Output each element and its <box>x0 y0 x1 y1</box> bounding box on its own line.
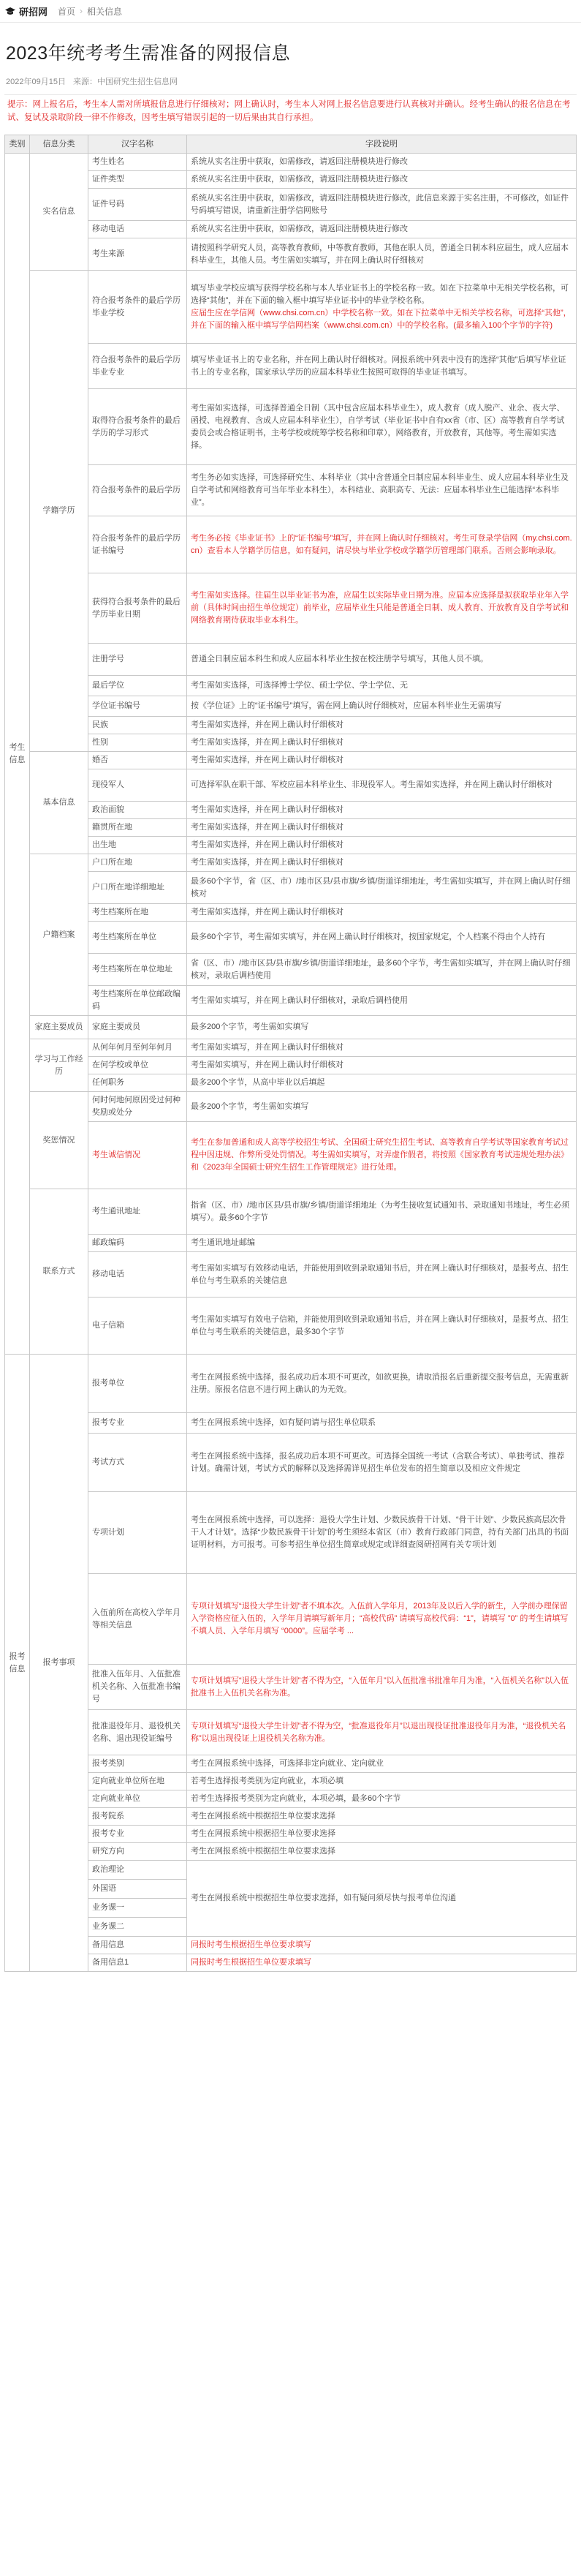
field-name: 符合报考条件的最后学历 <box>88 465 187 516</box>
field-desc: 最多200个字节，考生需如实填写 <box>187 1016 577 1039</box>
field-name: 邮政编码 <box>88 1235 187 1252</box>
table-row <box>5 1826 577 1843</box>
table-row <box>5 1574 577 1665</box>
field-desc: 考生需如实选择，并在网上确认时仔细核对 <box>187 734 577 752</box>
table-row <box>5 819 577 837</box>
field-name: 电子信箱 <box>88 1298 187 1355</box>
field-desc: 系统从实名注册中获取，如需修改，请返回注册模块进行修改 <box>187 154 577 171</box>
table-row <box>5 769 577 802</box>
field-name: 批准入伍年月、入伍批准机关名称、入伍批准书编号 <box>88 1665 187 1710</box>
field-name: 学位证书编号 <box>88 696 187 717</box>
field-desc: 若考生选择报考类别为定向就业，本项必填，最多60个字节 <box>187 1790 577 1808</box>
field-desc: 考生需如实选择，并在网上确认时仔细核对 <box>187 802 577 819</box>
table-row <box>5 1039 577 1057</box>
field-name: 何时何地何原因受过何种奖励或处分 <box>88 1092 187 1122</box>
table-row <box>5 922 577 954</box>
table-row <box>5 1252 577 1298</box>
field-desc: 考生需如实选择，并在网上确认时仔细核对 <box>187 752 577 769</box>
table-row <box>5 1954 577 1972</box>
table-row <box>5 1861 577 1880</box>
group-contact: 联系方式 <box>30 1189 88 1355</box>
field-name: 报考单位 <box>88 1355 187 1413</box>
table-row <box>5 1710 577 1755</box>
group-study: 学籍学历 <box>30 271 88 752</box>
field-desc: 按《学位证》上的“证书编号”填写，需在网上确认时仔细核对，应届本科毕业生无需填写 <box>187 696 577 717</box>
field-name: 籍贯所在地 <box>88 819 187 837</box>
field-desc: 考生需如实选择，可选择博士学位、硕士学位、学士学位、无 <box>187 676 577 696</box>
table-row <box>5 154 577 171</box>
table-row <box>5 1773 577 1790</box>
field-desc: 请按照科学研究人员，高等教育教师，中等教育教师，其他在职人员，普通全日制本科应届生，成人应届本科毕业生，其他人员。考生需如实填写，并在网上确认时仔细核对 <box>187 238 577 271</box>
field-name: 备用信息 <box>88 1937 187 1954</box>
field-name: 最后学位 <box>88 676 187 696</box>
article-source: 来源：中国研究生招生信息网 <box>72 78 178 86</box>
table-row <box>5 1843 577 1861</box>
breadcrumb-home[interactable]: 首页 <box>58 6 76 17</box>
breadcrumb-related-info[interactable]: 相关信息 <box>87 6 123 17</box>
header-field-desc: 字段说明 <box>187 135 577 154</box>
header-field-name: 汉字名称 <box>88 135 187 154</box>
field-name: 移动电话 <box>88 221 187 238</box>
group-reward: 奖惩情况 <box>30 1092 88 1189</box>
field-desc: 指省（区、市）/地市区县/县市旗/乡镇/街道详细地址（为考生接收复试通知书、录取通知书地址，考生必须填写）。最多60个字节 <box>187 1189 577 1235</box>
article-meta <box>6 75 577 87</box>
field-desc: 考生需如实选择。往届生以毕业证书为准，应届生以实际毕业日期为准。应届本应选择是拟获取毕业年入学前（具体时间由招生单位规定）前毕业，应届毕业生只能是普通全日制、成人教育、开放教育及自学考试和网络教育期待获取毕业本科生。 <box>187 573 577 644</box>
field-name: 考生来源 <box>88 238 187 271</box>
field-name: 外国语 <box>88 1880 187 1899</box>
table-row <box>5 954 577 986</box>
logo-text: 研招网 <box>19 6 48 18</box>
field-desc: 考生在网报系统中选择，可选择非定向就业、定向就业 <box>187 1755 577 1773</box>
field-desc: 若考生选择报考类别为定向就业，本项必填 <box>187 1773 577 1790</box>
field-desc: 考生在网报系统中根据招生单位要求选择 <box>187 1826 577 1843</box>
field-desc: 普通全日制应届本科生和成人应届本科毕业生按在校注册学号填写，其他人员不填。 <box>187 644 577 676</box>
field-desc: 考生需如实选择，并在网上确认时仔细核对 <box>187 904 577 922</box>
table-row <box>5 644 577 676</box>
field-desc: 考生需如实选择，并在网上确认时仔细核对 <box>187 819 577 837</box>
field-desc: 考生在网报系统中根据招生单位要求选择 <box>187 1808 577 1826</box>
field-desc: 同报时考生根据招生单位要求填写 <box>187 1937 577 1954</box>
table-row <box>5 221 577 238</box>
field-desc: 填写毕业证书上的专业名称，并在网上确认时仔细核对。网报系统中列表中没有的选择“其他”后填写毕业证书上的专业名称，国家承认学历的应届本科毕业生按照可取得的毕业证书填写。 <box>187 344 577 389</box>
table-row <box>5 389 577 465</box>
field-desc: 最多200个字节，从高中毕业以后填起 <box>187 1074 577 1092</box>
field-desc: 考生在网报系统中选择，如有疑问请与招生单位联系 <box>187 1413 577 1434</box>
table-row <box>5 344 577 389</box>
field-desc: 可选择军队在职干部、军校应届本科毕业生、非现役军人。考生需如实选择，并在网上确认时仔细核对 <box>187 769 577 802</box>
site-logo[interactable] <box>4 4 48 18</box>
table-row <box>5 516 577 573</box>
field-name: 任何职务 <box>88 1074 187 1092</box>
field-name: 户口所在地 <box>88 854 187 872</box>
table-row <box>5 1492 577 1574</box>
table-row <box>5 1937 577 1954</box>
table-row <box>5 1016 577 1039</box>
info-table <box>4 135 577 1972</box>
field-name: 考生档案所在单位邮政编码 <box>88 986 187 1016</box>
field-name: 考生诚信情况 <box>88 1122 187 1189</box>
graduation-cap-icon <box>4 5 16 17</box>
field-name: 考生档案所在地 <box>88 904 187 922</box>
field-desc: 考生在参加普通和成人高等学校招生考试、全国硕士研究生招生考试、高等教育自学考试等国家教育考试过程中因违规、作弊所受处罚情况。考生需如实填写，对弄虚作假者，将按照《国家教育考试违规处理办法》和《2023年全国硕士研究生招生工作管理规定》进行处理。 <box>187 1122 577 1189</box>
field-name: 批准退役年月、退役机关名称、退出现役证编号 <box>88 1710 187 1755</box>
field-desc: 系统从实名注册中获取，如需修改，请返回注册模块进行修改 <box>187 171 577 189</box>
field-desc: 考生需如实填写，并在网上确认时仔细核对，录取后调档使用 <box>187 986 577 1016</box>
field-name: 注册学号 <box>88 644 187 676</box>
field-desc: 考生务必按《毕业证书》上的“证书编号”填写，并在网上确认时仔细核对。考生可登录学信网（my.chsi.com.cn）查看本人学籍学历信息，如有疑问，请尽快与毕业学校或学籍学历管理部门联系。否则会影响录取。 <box>187 516 577 573</box>
table-row <box>5 1122 577 1189</box>
field-name: 报考专业 <box>88 1413 187 1434</box>
field-desc: 考生在网报系统中根据招生单位要求选择，如有疑问须尽快与报考单位沟通 <box>187 1861 577 1937</box>
table-row <box>5 1755 577 1773</box>
table-header-row <box>5 135 577 154</box>
breadcrumb <box>58 5 122 18</box>
field-name: 业务课一 <box>88 1899 187 1918</box>
field-desc: 专项计划填写“退役大学生计划”者不得为空，“入伍年月”以入伍批准书批准年月为准，“入伍机关名称”以入伍批准书上入伍机关名称为准。 <box>187 1665 577 1710</box>
field-name: 从何年何月至何年何月 <box>88 1039 187 1057</box>
table-row <box>5 1808 577 1826</box>
page-title: 2023年统考考生需准备的网报信息 <box>6 43 291 64</box>
field-desc: 考生需如实选择，并在网上确认时仔细核对 <box>187 854 577 872</box>
table-row <box>5 238 577 271</box>
table-row <box>5 1434 577 1492</box>
group-resume: 学习与工作经历 <box>30 1039 88 1092</box>
table-row <box>5 1355 577 1413</box>
field-desc: 考生需如实填写，并在网上确认时仔细核对 <box>187 1057 577 1074</box>
field-desc: 系统从实名注册中获取，如需修改，请返回注册模块进行修改 <box>187 221 577 238</box>
field-name: 定向就业单位 <box>88 1790 187 1808</box>
field-name: 符合报考条件的最后学历毕业学校 <box>88 271 187 344</box>
table-row <box>5 1092 577 1122</box>
field-name: 政治理论 <box>88 1861 187 1880</box>
field-name: 专项计划 <box>88 1492 187 1574</box>
table-row <box>5 872 577 904</box>
field-name: 在何学校或单位 <box>88 1057 187 1074</box>
field-name: 考试方式 <box>88 1434 187 1492</box>
field-name: 业务课二 <box>88 1918 187 1937</box>
table-row <box>5 676 577 696</box>
field-name: 备用信息1 <box>88 1954 187 1972</box>
table-row <box>5 717 577 734</box>
table-row <box>5 1189 577 1235</box>
top-bar <box>0 0 581 23</box>
field-name: 考生姓名 <box>88 154 187 171</box>
field-name: 符合报考条件的最后学历毕业专业 <box>88 344 187 389</box>
field-desc: 最多200个字节，考生需如实填写 <box>187 1092 577 1122</box>
table-row <box>5 854 577 872</box>
group-apply: 报考事项 <box>30 1355 88 1972</box>
table-row <box>5 465 577 516</box>
field-desc: 考生通讯地址邮编 <box>187 1235 577 1252</box>
table-row <box>5 986 577 1016</box>
table-row <box>5 1298 577 1355</box>
field-name: 入伍前所在高校入学年月等相关信息 <box>88 1574 187 1665</box>
breadcrumb-separator: › <box>80 6 83 16</box>
group-basic: 基本信息 <box>30 752 88 854</box>
field-name: 婚否 <box>88 752 187 769</box>
field-name: 户口所在地详细地址 <box>88 872 187 904</box>
field-name: 出生地 <box>88 837 187 854</box>
category-report: 报考信息 <box>5 1355 30 1972</box>
field-name: 获得符合报考条件的最后学历毕业日期 <box>88 573 187 644</box>
header-category: 类别 <box>5 135 30 154</box>
field-name: 报考院系 <box>88 1808 187 1826</box>
field-desc: 考生需如实选择，并在网上确认时仔细核对 <box>187 717 577 734</box>
field-desc: 系统从实名注册中获取，如需修改，请返回注册模块进行修改，此信息来源于实名注册，不可修改，如证件号码填写错误，请重新注册学信网账号 <box>187 189 577 221</box>
field-name: 报考专业 <box>88 1826 187 1843</box>
group-real: 实名信息 <box>30 154 88 271</box>
field-name: 性别 <box>88 734 187 752</box>
field-desc: 考生在网报系统中选择，报名成功后本项不可更改。可选择全国统一考试（含联合考试）、单独考试、推荐计划。确需计划，考试方式的解释以及选择需详见招生单位发布的招生简章以及相应文件规定 <box>187 1434 577 1492</box>
field-desc: 同报时考生根据招生单位要求填写 <box>187 1954 577 1972</box>
table-row <box>5 752 577 769</box>
table-row <box>5 904 577 922</box>
table-row <box>5 802 577 819</box>
field-name: 证件类型 <box>88 171 187 189</box>
table-row <box>5 1665 577 1710</box>
table-row <box>5 734 577 752</box>
table-row <box>5 837 577 854</box>
field-desc: 专项计划填写“退役大学生计划”者不填本次。入伍前入学年月，2013年及以后入学的新生，入学前办理保留入学资格应征入伍的，入学年月请填写新年月；“高校代码” 请填写高校代码：“1”，请填写 ”0” 的考生请填写不填人员、入学年月填写 “0000”。应届学考 ... <box>187 1574 577 1665</box>
field-name: 考生通讯地址 <box>88 1189 187 1235</box>
table-row <box>5 1057 577 1074</box>
field-desc: 考生需如实填写有效移动电话，并能使用到收到录取通知书后，并在网上确认时仔细核对，是报考点、招生单位与考生联系的关键信息 <box>187 1252 577 1298</box>
field-name: 符合报考条件的最后学历证书编号 <box>88 516 187 573</box>
field-desc: 考生在网报系统中选择，报名成功后本项不可更改，如欲更换，请取消报名后重新提交报考信息，无需重新注册。原报名信息不进行网上确认的为无效。 <box>187 1355 577 1413</box>
field-desc: 考生在网报系统中根据招生单位要求选择 <box>187 1843 577 1861</box>
group-family: 家庭主要成员 <box>30 1016 88 1039</box>
category-examinee: 考生信息 <box>5 154 30 1355</box>
field-desc: 省（区、市）/地市区县/县市旗/乡镇/街道详细地址，最多60个字节，考生需如实填写，并在网上确认时仔细核对，录取后调档使用 <box>187 954 577 986</box>
table-row <box>5 573 577 644</box>
field-desc: 考生需如实选择，并在网上确认时仔细核对 <box>187 837 577 854</box>
group-hukou: 户籍档案 <box>30 854 88 1016</box>
field-name: 取得符合报考条件的最后学历的学习形式 <box>88 389 187 465</box>
field-name: 证件号码 <box>88 189 187 221</box>
publish-date: 2022年09月15日 <box>6 78 66 86</box>
table-row <box>5 171 577 189</box>
table-row <box>5 189 577 221</box>
field-name: 民族 <box>88 717 187 734</box>
table-row <box>5 1413 577 1434</box>
header-info-class: 信息分类 <box>30 135 88 154</box>
field-desc: 填写毕业学校应填写获得学校名称与本人毕业证书上的学校名称一致。如在下拉菜单中无相关学校名称，可选择“其他”，并在下面的输入框中填写毕业证书中的毕业学校名称。 应届生应在学信网（www.chsi.com.cn）中学校名称一致。如在下拉菜单中无相关学校名称，可选择“其他”，并在下面的输入框中填写学信网档案（www.chsi.com.cn）中的学校名称。(最多输入100个字节的字符) <box>187 271 577 344</box>
table-row <box>5 696 577 717</box>
field-name: 政治面貌 <box>88 802 187 819</box>
article <box>0 23 581 2576</box>
field-desc: 考生需如实填写有效电子信箱，并能使用到收到录取通知书后，并在网上确认时仔细核对，是报考点、招生单位与考生联系的关键信息，最多30个字节 <box>187 1298 577 1355</box>
field-desc: 专项计划填写“退役大学生计划”者不得为空，“批准退役年月”以退出现役证批准退役年月为准，“退役机关名称”以退出现役证上退役机关名称为准。 <box>187 1710 577 1755</box>
field-desc: 考生需如实填写，并在网上确认时仔细核对 <box>187 1039 577 1057</box>
field-name: 考生档案所在单位地址 <box>88 954 187 986</box>
table-row <box>5 1235 577 1252</box>
field-desc: 最多60个字节，考生需如实填写，并在网上确认时仔细核对，按国家规定，个人档案不得由个人持有 <box>187 922 577 954</box>
field-desc: 最多60个字节，省（区、市）/地市区县/县市旗/乡镇/街道详细地址，考生需如实填写，并在网上确认时仔细核对 <box>187 872 577 904</box>
table-row <box>5 1074 577 1092</box>
field-name: 家庭主要成员 <box>88 1016 187 1039</box>
notice-text: 提示：网上报名后，考生本人需对所填报信息进行仔细核对；网上确认时，考生本人对网上报名信息要进行认真核对并确认。经考生确认的报名信息在考试、复试及录取阶段一律不作修改，因考生填写错误引起的一切后果由其自行承担。 <box>4 94 577 127</box>
field-name: 定向就业单位所在地 <box>88 1773 187 1790</box>
table-row <box>5 1790 577 1808</box>
field-name: 考生档案所在单位 <box>88 922 187 954</box>
field-name: 现役军人 <box>88 769 187 802</box>
field-desc: 考生需如实选择，可选择普通全日制（其中包含应届本科毕业生），成人教育（成人脱产、业余、夜大学、函授、电视教育、含成人应届本科毕业生），自学考试（毕业证书中自有xx省（市、区）高等教育自学考试委员会或合格证明书，主考学校或统筹学校名称和印章），网络教育，开放教育，其他等。考生需如实选择。 <box>187 389 577 465</box>
table-row <box>5 271 577 344</box>
field-name: 研究方向 <box>88 1843 187 1861</box>
field-desc: 考生在网报系统中选择，可以选择：退役大学生计划、少数民族骨干计划、“骨干计划”、少数民族高层次骨干人才计划”。选择“少数民族骨干计划”的考生须经本省区（市）教育行政部门同意，持有关部门出具的书面证明材料，方可报考。可参考招生单位招生简章或规定或详细查阅研招网有关专项计划 <box>187 1492 577 1574</box>
field-name: 移动电话 <box>88 1252 187 1298</box>
field-desc: 考生务必如实选择，可选择研究生、本科毕业（其中含普通全日制应届本科毕业生、成人应届本科毕业生及自学考试和网络教育可当年毕业本科生），本科结业、高职高专、无法：应届本科毕业生已能选择“本科毕业”。 <box>187 465 577 516</box>
field-name: 报考类别 <box>88 1755 187 1773</box>
